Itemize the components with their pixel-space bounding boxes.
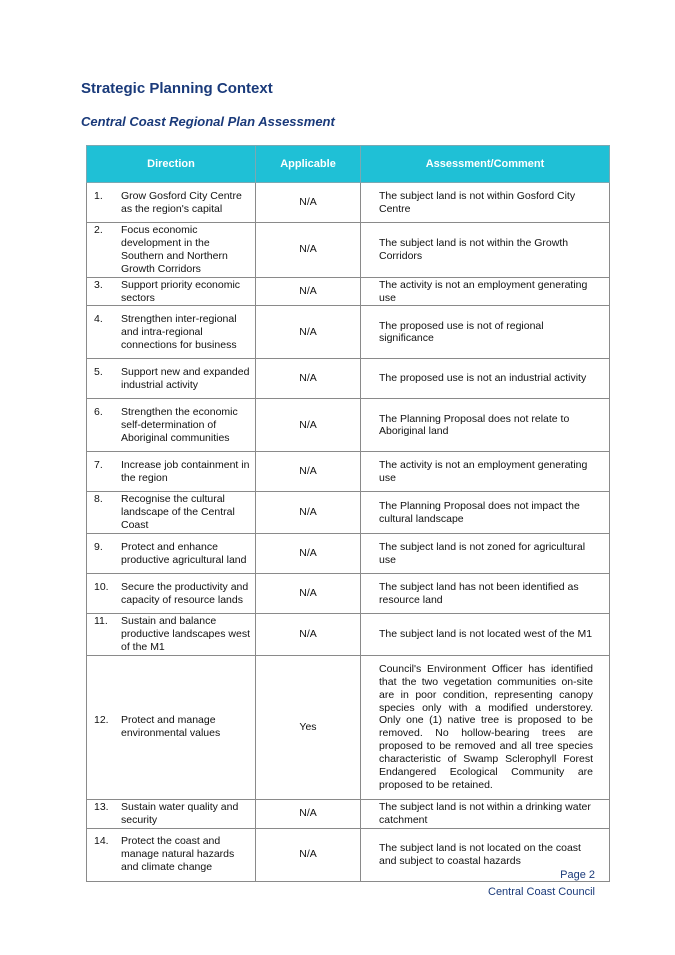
table-row — [87, 614, 610, 656]
applicable-cell: N/A — [256, 277, 361, 306]
direction-text: Recognise the cultural landscape of the Central Coast — [121, 493, 235, 532]
applicable-cell: N/A — [256, 574, 361, 614]
column-header-applicable: Applicable — [256, 146, 361, 183]
assessment-comment-cell: The Planning Proposal does not relate to Aboriginal land — [361, 399, 610, 452]
table-row — [87, 452, 610, 492]
direction-cell — [87, 359, 256, 399]
direction-number: 10. — [94, 580, 109, 593]
direction-cell — [87, 799, 256, 828]
direction-cell — [87, 183, 256, 223]
applicable-cell: Yes — [256, 655, 361, 799]
direction-number: 2. — [94, 224, 103, 236]
table-header-row — [87, 146, 610, 183]
direction-cell — [87, 828, 256, 881]
assessment-comment-cell: The activity is not an employment generating use — [361, 452, 610, 492]
table-row — [87, 799, 610, 828]
direction-text: Support new and expanded industrial activity — [121, 366, 250, 391]
assessment-comment-cell: The proposed use is not of regional significance — [361, 306, 610, 359]
direction-number: 3. — [94, 278, 103, 291]
applicable-cell: N/A — [256, 534, 361, 574]
direction-number: 14. — [94, 835, 109, 848]
direction-cell — [87, 574, 256, 614]
applicable-cell: N/A — [256, 359, 361, 399]
direction-cell — [87, 614, 256, 656]
assessment-comment-cell: The subject land is not within a drinking water catchment — [361, 799, 610, 828]
direction-text: Strengthen inter-regional and intra-regional connections for business — [121, 313, 237, 351]
direction-number: 5. — [94, 366, 103, 379]
direction-number: 13. — [94, 800, 109, 813]
table-row — [87, 306, 610, 359]
assessment-comment-cell: The activity is not an employment generating use — [361, 277, 610, 306]
table-row — [87, 223, 610, 278]
direction-cell — [87, 452, 256, 492]
applicable-cell: N/A — [256, 306, 361, 359]
applicable-cell: N/A — [256, 452, 361, 492]
table-row — [87, 828, 610, 881]
applicable-cell: N/A — [256, 614, 361, 656]
assessment-table — [86, 145, 610, 882]
direction-text: Protect the coast and manage natural hazards and climate change — [121, 835, 235, 874]
table-row — [87, 359, 610, 399]
page-number: Page 2 — [560, 869, 595, 881]
assessment-comment-cell: The subject land is not within the Growth Corridors — [361, 223, 610, 278]
assessment-comment-cell: The Planning Proposal does not impact the cultural landscape — [361, 492, 610, 534]
table-row — [87, 655, 610, 799]
assessment-comment-cell: Council's Environment Officer has identified that the two vegetation communities on-site are in poor condition, representing canopy species only with a modified understorey. Only one (1) native tree is proposed to be removed. No hollow-bearing trees are proposed to be removed and all tree species characteristic of Swamp Sclerophyll Forest Endangered Ecological Community are proposed to be retained. — [361, 655, 610, 799]
direction-number: 9. — [94, 540, 103, 553]
direction-cell — [87, 655, 256, 799]
direction-number: 6. — [94, 406, 103, 419]
applicable-cell: N/A — [256, 399, 361, 452]
direction-text: Increase job containment in the region — [121, 459, 250, 484]
column-header-assessment: Assessment/Comment — [361, 146, 610, 183]
page-heading: Strategic Planning Context — [81, 80, 273, 97]
direction-text: Strengthen the economic self-determination of Aboriginal communities — [121, 406, 238, 444]
direction-cell — [87, 306, 256, 359]
table-row — [87, 574, 610, 614]
direction-number: 8. — [94, 493, 103, 506]
direction-cell — [87, 399, 256, 452]
direction-text: Secure the productivity and capacity of resource lands — [121, 580, 249, 606]
assessment-comment-cell: The proposed use is not an industrial activity — [361, 359, 610, 399]
direction-text: Focus economic development in the Southern and Northern Growth Corridors — [121, 224, 228, 275]
table-row — [87, 399, 610, 452]
direction-text: Sustain and balance productive landscapes west of the M1 — [121, 615, 250, 653]
direction-number: 4. — [94, 313, 103, 326]
direction-text: Sustain water quality and security — [121, 800, 239, 826]
assessment-comment-cell: The subject land is not located on the coast and subject to coastal hazards — [361, 828, 610, 881]
direction-number: 7. — [94, 459, 103, 472]
direction-text: Support priority economic sectors — [121, 278, 241, 304]
footer-organisation: Central Coast Council — [488, 886, 595, 898]
direction-text: Protect and manage environmental values — [121, 714, 221, 740]
direction-text: Protect and enhance productive agricultural land — [121, 540, 247, 566]
direction-number: 1. — [94, 189, 103, 202]
applicable-cell: N/A — [256, 223, 361, 278]
table-body — [87, 183, 610, 882]
assessment-comment-cell: The subject land is not within Gosford City Centre — [361, 183, 610, 223]
assessment-comment-cell: The subject land is not located west of the M1 — [361, 614, 610, 656]
table-row — [87, 277, 610, 306]
column-header-direction: Direction — [87, 146, 256, 183]
direction-text: Grow Gosford City Centre as the region's capital — [121, 189, 242, 215]
table-row — [87, 534, 610, 574]
table-row — [87, 492, 610, 534]
applicable-cell: N/A — [256, 183, 361, 223]
direction-number: 11. — [94, 615, 108, 628]
applicable-cell: N/A — [256, 828, 361, 881]
direction-cell — [87, 534, 256, 574]
direction-number: 12. — [94, 714, 109, 727]
table-row — [87, 183, 610, 223]
direction-cell — [87, 223, 256, 278]
assessment-comment-cell: The subject land has not been identified as resource land — [361, 574, 610, 614]
direction-cell — [87, 277, 256, 306]
page-subheading: Central Coast Regional Plan Assessment — [81, 114, 335, 129]
applicable-cell: N/A — [256, 492, 361, 534]
assessment-comment-cell: The subject land is not zoned for agricultural use — [361, 534, 610, 574]
applicable-cell: N/A — [256, 799, 361, 828]
direction-cell — [87, 492, 256, 534]
